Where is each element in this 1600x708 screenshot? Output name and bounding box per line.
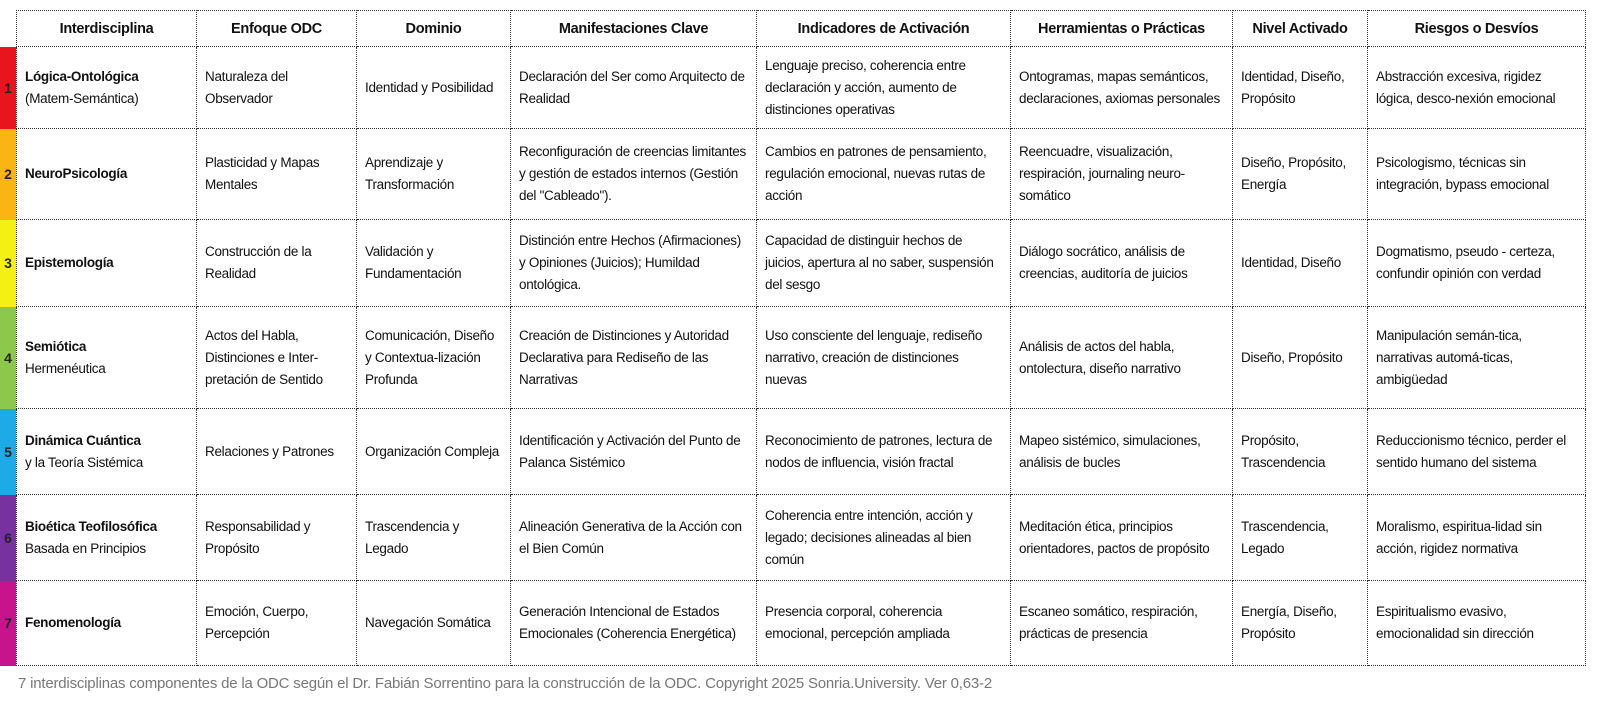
row-number-badge: 6 <box>0 495 16 581</box>
interdisciplina-name: Epistemología <box>25 255 114 270</box>
table-cell: Alineación Generativa de la Acción con el Bien Común <box>511 495 757 581</box>
interdisciplina-subtitle: Basada en Principios <box>25 540 146 556</box>
table-cell: Creación de Distinciones y Autoridad Declarativa para Rediseño de las Narrativas <box>511 307 757 409</box>
table-cell: Generación Intencional de Estados Emocionales (Coherencia Energética) <box>511 581 757 666</box>
table-cell: Relaciones y Patrones <box>197 409 357 495</box>
interdisciplines-table <box>16 10 1586 666</box>
table-row <box>17 129 1586 220</box>
interdisciplina-subtitle: Hermenéutica <box>25 360 106 376</box>
column-header: Dominio <box>357 11 511 47</box>
interdisciplina-cell <box>17 47 197 129</box>
table-cell: Identidad y Posibilidad <box>357 47 511 129</box>
interdisciplina-name: Fenomenología <box>25 615 121 630</box>
column-header: Indicadores de Activación <box>757 11 1011 47</box>
column-header: Riesgos o Desvíos <box>1368 11 1586 47</box>
table-cell: Comunicación, Diseño y Contextua-lización Profunda <box>357 307 511 409</box>
table-row <box>17 581 1586 666</box>
table-cell: Abstracción excesiva, rigidez lógica, desco-nexión emocional <box>1368 47 1586 129</box>
table-cell: Diseño, Propósito <box>1233 307 1368 409</box>
table-cell: Espiritualismo evasivo, emocionalidad sin dirección <box>1368 581 1586 666</box>
row-number-badge: 4 <box>0 307 16 409</box>
table-cell: Análisis de actos del habla, ontolectura, diseño narrativo <box>1011 307 1233 409</box>
table-cell: Reconocimiento de patrones, lectura de nodos de influencia, visión fractal <box>757 409 1011 495</box>
table-cell: Capacidad de distinguir hechos de juicios, apertura al no saber, suspensión del sesgo <box>757 220 1011 307</box>
row-number-badge: 1 <box>0 47 16 129</box>
table-row <box>17 307 1586 409</box>
interdisciplina-name: NeuroPsicología <box>25 166 128 181</box>
interdisciplina-cell <box>17 581 197 666</box>
table-cell: Uso consciente del lenguaje, rediseño narrativo, creación de distinciones nuevas <box>757 307 1011 409</box>
table-cell: Diseño, Propósito, Energía <box>1233 129 1368 220</box>
table-cell: Cambios en patrones de pensamiento, regulación emocional, nuevas rutas de acción <box>757 129 1011 220</box>
header-row <box>17 11 1586 47</box>
interdisciplina-name: Bioética Teofilosófica <box>25 518 157 534</box>
table-cell: Presencia corporal, coherencia emocional, percepción ampliada <box>757 581 1011 666</box>
table-row <box>17 409 1586 495</box>
table-cell: Mapeo sistémico, simulaciones, análisis de bucles <box>1011 409 1233 495</box>
table-cell: Naturaleza del Observador <box>197 47 357 129</box>
table-row <box>17 220 1586 307</box>
row-number-badge: 7 <box>0 581 16 666</box>
table-cell: Identidad, Diseño <box>1233 220 1368 307</box>
table-cell: Psicologismo, técnicas sin integración, bypass emocional <box>1368 129 1586 220</box>
table-cell: Moralismo, espiritua-lidad sin acción, rigidez normativa <box>1368 495 1586 581</box>
table-cell: Identidad, Diseño, Propósito <box>1233 47 1368 129</box>
table-cell: Construcción de la Realidad <box>197 220 357 307</box>
interdisciplina-subtitle: y la Teoría Sistémica <box>25 454 144 470</box>
table-cell: Coherencia entre intención, acción y legado; decisiones alineadas al bien común <box>757 495 1011 581</box>
table-cell: Reconfiguración de creencias limitantes y gestión de estados internos (Gestión del "Cableado"). <box>511 129 757 220</box>
column-header: Interdisciplina <box>17 11 197 47</box>
table-cell: Escaneo somático, respiración, prácticas de presencia <box>1011 581 1233 666</box>
interdisciplina-cell <box>17 409 197 495</box>
table-cell: Validación y Fundamentación <box>357 220 511 307</box>
interdisciplina-cell <box>17 220 197 307</box>
table-row <box>17 495 1586 581</box>
table-cell: Propósito, Trascendencia <box>1233 409 1368 495</box>
table-cell: Diálogo socrático, análisis de creencias, auditoría de juicios <box>1011 220 1233 307</box>
table-cell: Trascendencia y Legado <box>357 495 511 581</box>
interdisciplina-cell <box>17 129 197 220</box>
column-header: Enfoque ODC <box>197 11 357 47</box>
table-cell: Organización Compleja <box>357 409 511 495</box>
table-cell: Reencuadre, visualización, respiración, journaling neuro-somático <box>1011 129 1233 220</box>
column-header: Manifestaciones Clave <box>511 11 757 47</box>
table-cell: Plasticidad y Mapas Mentales <box>197 129 357 220</box>
table-cell: Navegación Somática <box>357 581 511 666</box>
table-cell: Emoción, Cuerpo, Percepción <box>197 581 357 666</box>
table-cell: Responsabilidad y Propósito <box>197 495 357 581</box>
caption: 7 interdisciplinas componentes de la ODC según el Dr. Fabián Sorrentino para la construcción de la ODC. Copyright 2025 Sonria.University. Ver 0,63-2 <box>18 675 992 692</box>
table-cell: Trascendencia, Legado <box>1233 495 1368 581</box>
table-row <box>17 47 1586 129</box>
row-number-badge: 2 <box>0 129 16 220</box>
interdisciplina-name: Lógica-Ontológica <box>25 68 139 84</box>
interdisciplines-table-container <box>0 10 1586 666</box>
interdisciplina-name: Semiótica <box>25 338 87 354</box>
interdisciplina-subtitle: (Matem-Semántica) <box>25 90 139 106</box>
row-number-badge: 5 <box>0 409 16 495</box>
row-number-badge: 3 <box>0 220 16 307</box>
interdisciplina-name: Dinámica Cuántica <box>25 432 141 448</box>
table-cell: Meditación ética, principios orientadores, pactos de propósito <box>1011 495 1233 581</box>
table-cell: Declaración del Ser como Arquitecto de Realidad <box>511 47 757 129</box>
table-cell: Lenguaje preciso, coherencia entre declaración y acción, aumento de distinciones operativas <box>757 47 1011 129</box>
table-cell: Reduccionismo técnico, perder el sentido humano del sistema <box>1368 409 1586 495</box>
column-header: Herramientas o Prácticas <box>1011 11 1233 47</box>
table-cell: Identificación y Activación del Punto de Palanca Sistémico <box>511 409 757 495</box>
table-cell: Actos del Habla, Distinciones e Inter-pretación de Sentido <box>197 307 357 409</box>
table-cell: Manipulación semán-tica, narrativas automá-ticas, ambigüedad <box>1368 307 1586 409</box>
table-cell: Dogmatismo, pseudo - certeza, confundir opinión con verdad <box>1368 220 1586 307</box>
table-cell: Ontogramas, mapas semánticos, declaraciones, axiomas personales <box>1011 47 1233 129</box>
interdisciplina-cell <box>17 495 197 581</box>
table-cell: Distinción entre Hechos (Afirmaciones) y Opiniones (Juicios); Humildad ontológica. <box>511 220 757 307</box>
table-cell: Energía, Diseño, Propósito <box>1233 581 1368 666</box>
table-cell: Aprendizaje y Transformación <box>357 129 511 220</box>
column-header: Nivel Activado <box>1233 11 1368 47</box>
interdisciplina-cell <box>17 307 197 409</box>
